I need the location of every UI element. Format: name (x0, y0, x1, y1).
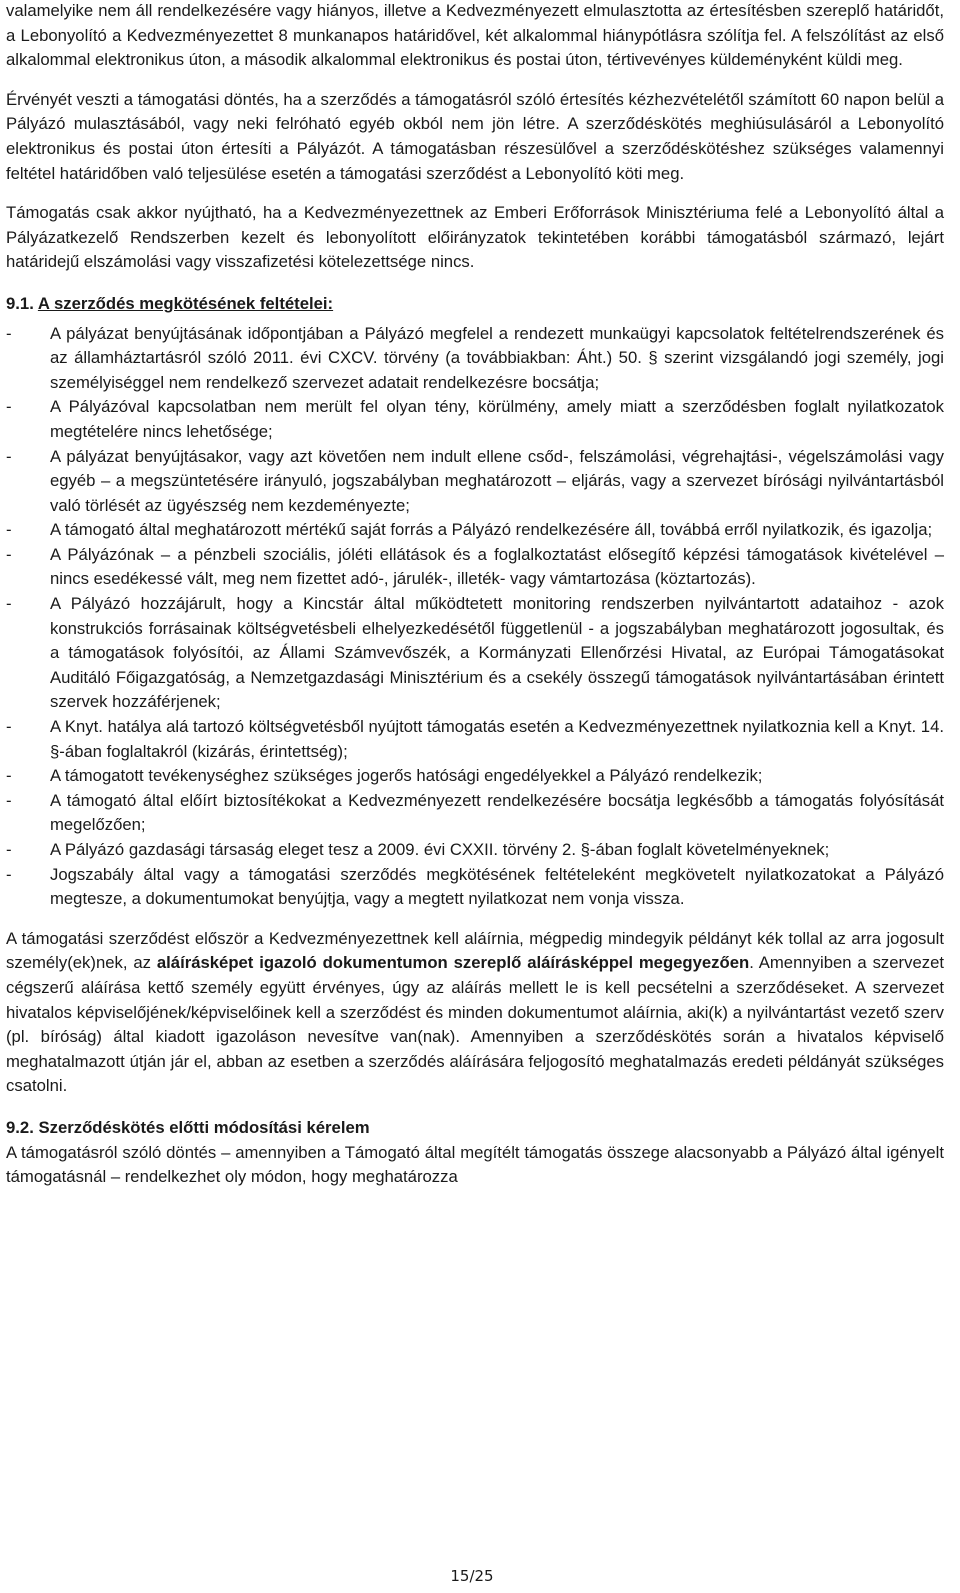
section-9-1-title: A szerződés megkötésének feltételei: (37, 293, 334, 313)
list-item: - A Pályázó hozzájárult, hogy a Kincstár által működtetett monitoring rendszerben nyilvántartott adataihoz - azok konstrukciós forrásainak költségvetésbeli elhelyezkedésétől függetlenül - a jogszabályban meghatározott jogosultak, és a támogatások folyósítói, az Állami Számvevőszék, a Kormányzati Ellenőrzési Hivatal, az Európai Támogatásokat Auditáló Főigazgatóság, a Nemzetgazdasági Minisztérium és a csekély összegű támogatások nyilvántartásában érintett szervek hozzáférjenek; (6, 594, 944, 712)
list-item: - A támogató által meghatározott mértékű saját forrás a Pályázó rendelkezésére áll, továbbá erről nyilatkozik, és igazolja; (6, 520, 933, 540)
list-item: - A támogató által előírt biztosítékokat a Kedvezményezett rendelkezésére bocsátja legkésőbb a támogatás folyósítását megelőzően; (6, 790, 944, 835)
section-9-1-heading (6, 292, 944, 317)
signature-emphasis: aláírásképet igazoló dokumentumon szereplő aláírásképpel megegyezően (156, 953, 750, 973)
contract-conditions-list (6, 322, 944, 912)
list-item: - A támogatott tevékenységhez szükséges jogerős hatósági engedélyekkel a Pályázó rendelkezik; (6, 766, 763, 786)
signature-paragraph: A támogatási szerződést először a Kedvezményezettnek kell aláírnia, mégpedig mindegyik példányt kék tollal az arra jogosult személy(ek)nek, az aláírásképet igazoló dokumentumon szereplő aláírásképpel megegyezően. Amennyiben a szervezet cégszerű aláírása kettő személy együtt érvényes, úgy az aláírás mellett le is kell pecsételni a szerződéseket. A szervezet hivatalos képviselőjének/képviselőinek kell a szerződést és minden dokumentumot aláírnia, aki(k) a nyilvántartást vezető szerv (pl. bíróság) által kiadott igazoláson nevesítve van(nak). Amennyiben a szerződéskötés során a hivatalos képviselő meghatalmazott útján jár el, abban az esetben a szerződés aláírására feljogosító meghatalmazás eredeti példányát szükséges csatolni. (6, 928, 944, 1096)
section-9-1-number: 9.1. (6, 293, 34, 313)
section-9-2-paragraph: A támogatásról szóló döntés – amennyiben a Támogató által megítélt támogatás összege alacsonyabb a Pályázó által igényelt támogatásnál – rendelkezhet oly módon, hogy meghatározza (6, 1142, 944, 1187)
section-9-2-number: 9.2. (6, 1117, 34, 1137)
list-item: - A pályázat benyújtásakor, vagy azt követően nem indult ellene csőd-, felszámolási, végrehajtási-, végelszámolási vagy egyéb – a megszüntetésére irányuló, jogszabályban meghatározott – eljárás, vagy a szervezet bírósági nyilvántartásból való törlését az ügyészség nem kezdeményezte; (6, 446, 944, 515)
list-item: - Jogszabály által vagy a támogatási szerződés megkötésének feltételeként megkövetelt nyilatkozatokat a Pályázó megtesze, a dokumentumokat benyújtja, vagy a megtett nyilatkozat nem vonja vissza. (6, 864, 944, 909)
validity-paragraph: Érvényét veszti a támogatási döntés, ha a szerződés a támogatásról szóló értesítés kézhezvételétől számított 60 napon belül a Pályázó mulasztásából, vagy neki felróható egyéb okból nem jön létre. A szerződéskötés meghiúsulásáról a Lebonyolító elektronikus és postai úton értesíti a Pályázót. A támogatásban részesülővel a szerződéskötéshez szükséges valamennyi feltétel határidőben való teljesülése esetén a támogatási szerződést a Lebonyolító köti meg. (6, 89, 944, 183)
section-9-2-title: Szerződéskötés előtti módosítási kérelem (38, 1117, 370, 1137)
ministry-paragraph: Támogatás csak akkor nyújtható, ha a Kedvezményezettnek az Emberi Erőforrások Minisztériuma felé a Lebonyolító által a Pályázatkezelő Rendszerben kezelt és lebonyolított előirányzatok tekintetében korábbi támogatásból származó, lejárt határidejű elszámolási vagy visszafizetési kötelezettsége nincs. (6, 203, 944, 272)
page-number: 15/25 (450, 1567, 494, 1585)
list-item: - A Pályázó gazdasági társaság eleget tesz a 2009. évi CXXII. törvény 2. §-ában foglalt követelményeknek; (6, 840, 830, 859)
list-item: - A pályázat benyújtásának időpontjában a Pályázó megfelel a rendezett munkaügyi kapcsolatok feltételrendszerének és az államháztartásról szóló 2011. évi CXCV. törvény (a továbbiakban: Áht.) 50. § szerint vizsgálandó jogi személy, jogi személyiséggel nem rendelkező szervezet adatait rendelkezésre bocsátja; (6, 323, 944, 392)
list-item: - A Knyt. hatálya alá tartozó költségvetésből nyújtott támogatás esetén a Kedvezményezettnek nyilatkoznia kell a Knyt. 14. §-ában foglaltakról (kizárás, érintettség); (6, 717, 944, 761)
list-item: - A Pályázóval kapcsolatban nem merült fel olyan tény, körülmény, amely miatt a szerződésben foglalt nyilatkozatok megtételére nincs lehetősége; (6, 397, 944, 441)
document-page (6, 0, 944, 1190)
section-9-2-heading (6, 1116, 944, 1141)
intro-paragraph: valamelyike nem áll rendelkezésére vagy hiányos, illetve a Kedvezményezett elmulasztotta az értesítésben szereplő határidőt, a Lebonyolító a Kedvezményezettet 8 munkanapos határidővel, két alkalommal hiánypótlásra szólítja fel. A felszólítást az első alkalommal elektronikus úton, a második alkalommal elektronikus és postai úton, tértivevényes küldeményként küldi meg. (6, 1, 944, 70)
list-item: - A Pályázónak – a pénzbeli szociális, jóléti ellátások és a foglalkoztatást elősegítő képzési támogatások kivételével – nincs esedékessé vált, meg nem fizettet adó-, járulék-, illeték- vagy vámtartozása (köztartozás). (6, 544, 944, 589)
